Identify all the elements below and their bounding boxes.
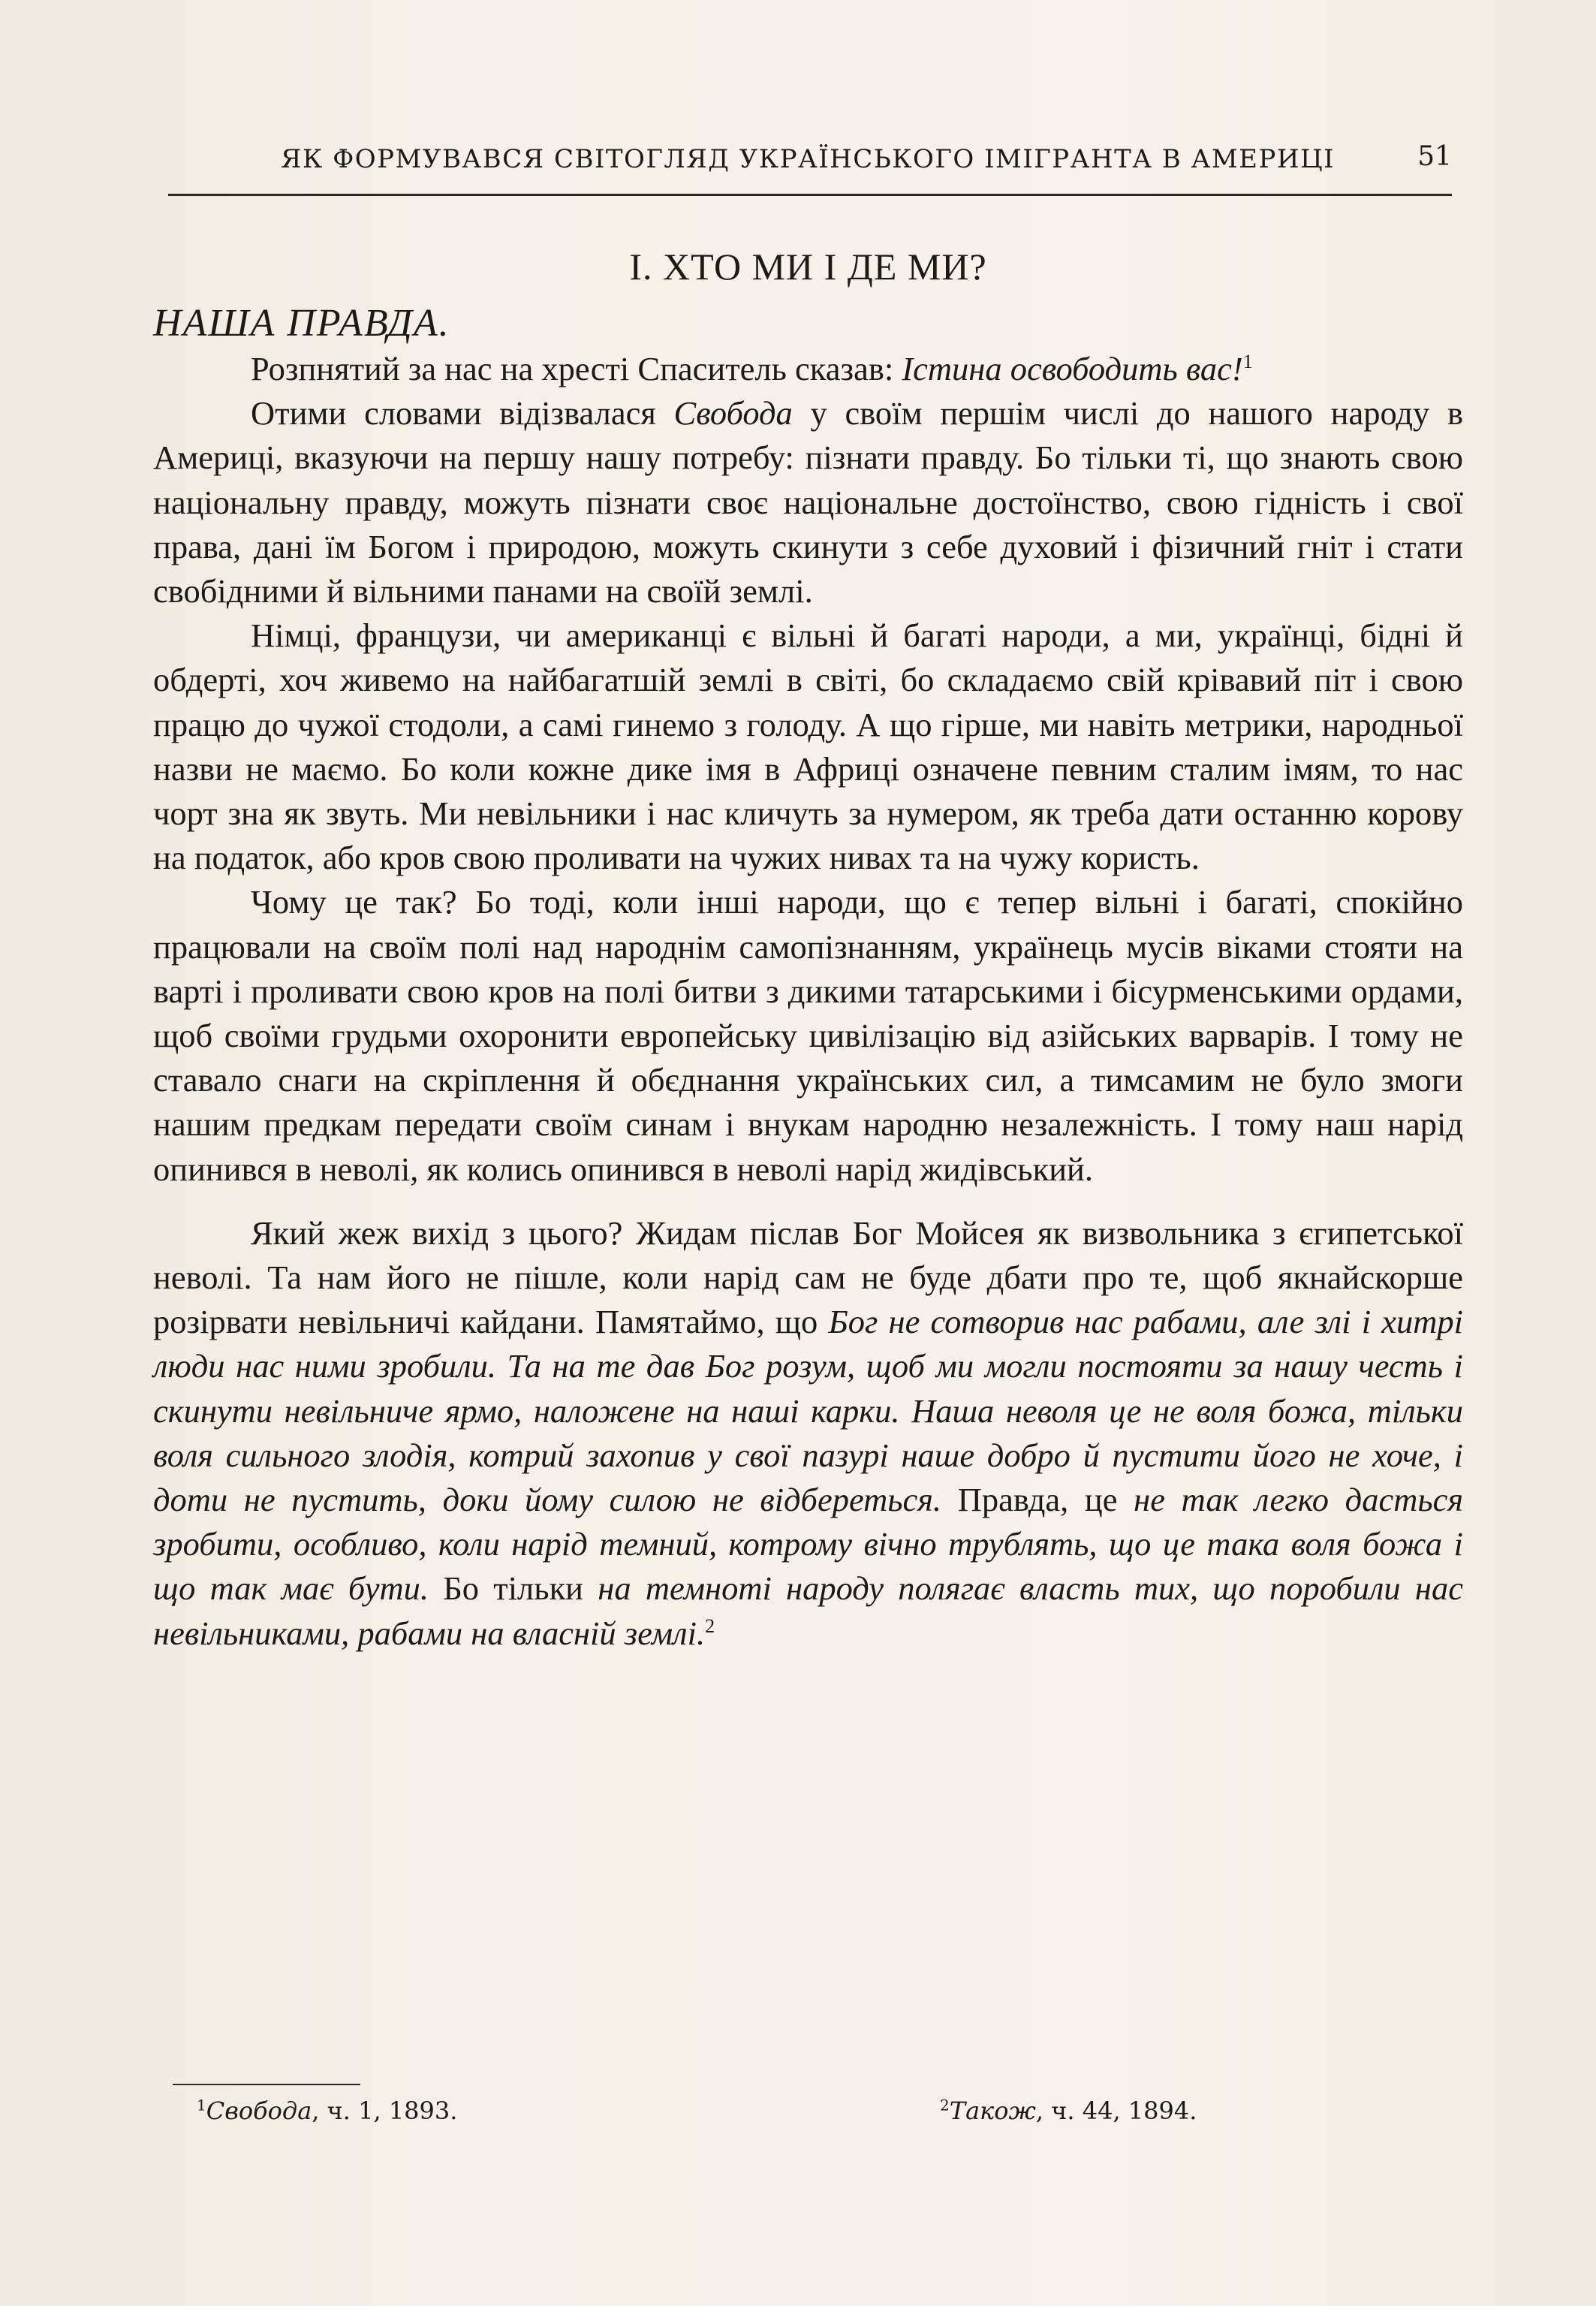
paragraph-2-start: Отими словами відізвалася [251,394,674,433]
paragraph-5-italic-3: на темноті народу полягає власть тих, що поробили нас невільниками, рабами на власній землі. [153,1569,1463,1652]
footnote-2-source: Також [949,2097,1036,2125]
paragraph-1-text: Розпнятий за нас на хресті Спаситель сказав: [251,350,902,387]
footnote-ref-2: 2 [705,1614,715,1637]
paragraph-3: Німці, французи, чи американці є вільні й багаті народи, а ми, українці, бідні й обдерті, хоч живемо на найбагатшій землі в світі, бо складаємо свій крівавий піт і свою працю до чужої стодоли, а самі гинемо з голоду. А що гірше, ми навіть метрики, народньої назви не маємо. Бо коли кожне дике імя в Африці означене певним сталим імям, то нас чорт зна як звуть. Ми невільники і нас кличуть за нумером, як треба дати останню корову на податок, або кров свою проливати на чужих нивах та на чужу користь. [153,616,1463,877]
paragraph-2-rest: у своїм першім числі до нашого народу в Америці, вказуючи на першу нашу потребу: пізнати правду. Бо тільки ті, що знають свою національну правду, можуть пізнати своє національне достоїнство, свою гідність і свої права, дані їм Богом і природою, можуть скинути з себе духовий і фізичний гніт і стати свобідними й вільними панами на своїй землі. [153,394,1464,610]
footnote-1-mark: 1 [197,2096,206,2115]
paragraph-5-mid-2: Бо тільки [428,1569,598,1608]
paragraph-4: Чому це так? Бо тоді, коли інші народи, що є тепер вільні і багаті, спокійно працювали на своїм полі над народнім самопізнанням, українець мусів віками стояти на варті і проливати свою кров на полі битви з дикими татарськими і бісурменськими ордами, щоб своїми грудьми охоронити европейську цивілізацію від азійських варварів. І тому не ставало снаги на скріплення й обєднання українських сил, а тимсамим не було змоги нашим предкам передати своїм синам і внукам народню незалежність. І тому наш нарід опинився в неволі, як колись опинився в неволі нарід жидівський. [153,883,1463,1188]
footnote-2-mark: 2 [940,2096,950,2115]
page-header [168,141,1452,186]
section-title: НАША ПРАВДА. [153,302,450,345]
header-rule [168,194,1452,196]
footnote-1-details: , ч. 1, 1893. [312,2097,458,2125]
scripture-quote: Істина освободить вас! [902,350,1243,387]
paragraph-5-italic-2: не так легко дастьcя зробити, особливо, коли нарід темний, котрому вічно трублять, що це така воля божа і що так має бути. [153,1481,1464,1608]
paragraph-1 [153,347,1463,391]
page-number: 51 [1417,141,1452,172]
chapter-title: I. ХТО МИ І ДЕ МИ? [629,246,987,288]
running-head: ЯК ФОРМУВАВСЯ СВІТОГЛЯД УКРАЇНСЬКОГО ІМІГРАНТА В АМЕРИЦІ [281,144,1336,174]
footnote-1-source: Свобода [206,2097,312,2125]
paragraph-2 [153,391,1463,613]
paragraph-5-mid-1: Правда, це [941,1481,1134,1519]
paragraph-5-italic-1: Бог не сотворив нас рабами, але злі і хитрі люди нас ними зробили. Та на те дав Бог розум, щоб ми могли постояти за нашу честь і скинути невільниче ярмо, наложене на наші карки. Наша неволя це не воля божа, тільки воля сильного злодія, котрий захопив у свої пазурі наше добро й пустити його не хоче, і доти не пустить, доки йому силою не відберетьcя. [153,1303,1463,1519]
footnote-1 [197,2097,457,2125]
paragraph-5 [153,1211,1463,1656]
footnote-2-details: , ч. 44, 1894. [1035,2097,1197,2125]
newspaper-name: Свобода [673,394,793,433]
main-text [153,225,1463,1656]
footnote-ref-1: 1 [1242,351,1253,373]
footnote-rule [173,2084,360,2085]
footnote-2 [940,2097,1197,2125]
paragraph-5-start: Який жеж вихід з цього? Жидам післав Бог Мойсея як визвольника з єгипетської неволі. Та нам його не пішле, коли нарід сам не буде дбати про те, щоб якнайскорше розірвати невільничі кайдани. Памятаймо, що [153,1213,1463,1341]
